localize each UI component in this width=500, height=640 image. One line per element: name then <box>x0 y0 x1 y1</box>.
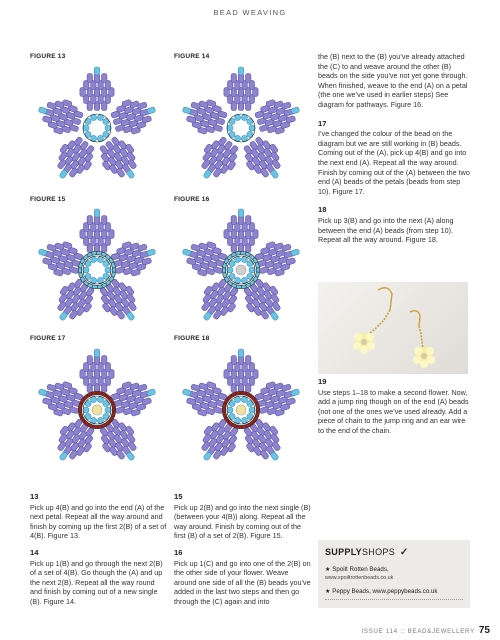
inner-ring-bead <box>227 125 233 131</box>
purple-bead <box>102 216 107 225</box>
step-17 <box>318 119 470 197</box>
purple-bead <box>87 74 92 83</box>
tip-bead <box>94 209 99 217</box>
supply-shops-title <box>325 547 409 558</box>
tip-bead <box>182 389 191 397</box>
tip-bead <box>238 349 243 357</box>
tip-bead <box>147 249 156 257</box>
step-16 <box>174 548 312 607</box>
issue-label: ISSUE 114 :: BEAD&JEWELLERY <box>361 629 475 635</box>
purple-bead <box>87 216 92 225</box>
supply-shops-box <box>318 540 470 608</box>
purple-bead <box>246 356 251 365</box>
figure-15-diagram <box>30 204 165 332</box>
purple-bead <box>246 74 251 83</box>
shop-name[interactable]: ★ Peppy Beads, www.peppybeads.co.uk <box>325 588 438 595</box>
figure-15-label: FIGURE 15 <box>30 196 66 203</box>
step-19-text: Use steps 1–18 to make a second flower. Now, add a jump ring though on of the end (A) beads (not one of the ones we’ve used already. Add a piece of chain to the jump ring and an ear wire to the end of the chain. <box>318 387 469 435</box>
step-15 <box>174 492 312 541</box>
inner-ring-bead <box>227 267 233 273</box>
step-16-text: Pick up 1(C) and go into one of the 2(B) on the other side of your flower. Weave around one side of all the (B) beads you’ve added in the last two steps and then go through the (C) again and into <box>174 558 311 606</box>
step-19-number: 19 <box>318 377 327 386</box>
tip-bead <box>94 67 99 75</box>
figure-17-label: FIGURE 17 <box>30 335 66 342</box>
inner-ring-bead <box>83 407 89 413</box>
purple-bead <box>246 216 251 225</box>
checkmark-icon: ✓ <box>399 547 409 558</box>
figure-18-label: FIGURE 18 <box>174 335 210 342</box>
step-18 <box>318 205 470 244</box>
tip-bead <box>238 209 243 217</box>
center-bead <box>236 265 246 275</box>
tip-bead <box>38 107 47 115</box>
step-13 <box>30 492 168 541</box>
figure-18-diagram <box>174 344 309 472</box>
step-19 <box>318 377 470 436</box>
purple-bead <box>231 74 236 83</box>
inner-ring-bead <box>105 407 111 413</box>
inner-ring-bead <box>249 267 255 273</box>
step-16-number: 16 <box>174 548 183 557</box>
figure-14-diagram <box>174 62 309 190</box>
tip-bead <box>147 389 156 397</box>
tip-bead <box>147 107 156 115</box>
shop-peppy-beads <box>325 588 438 596</box>
tip-bead <box>38 249 47 257</box>
step-13-text: Pick up 4(B) and go into the end (A) of the next petal. Repeat all the way around and finish by coming up the first 2(B) of a set of 4(B). Figure 13. <box>30 502 167 541</box>
step-17-text: I’ve changed the colour of the bead on the diagram but we are still working in (B) beads. Coming out of the (A), pick up 4(B) and go into the next end (A). Repeat all the way around. Finish by coming out of the (A) between the two end (A) beads of the petals (beads from step 10). Figure 17. <box>318 129 470 196</box>
section-title: BEAD WEAVING <box>213 8 287 17</box>
step-18-text: Pick up 3(B) and go into the next (A) along between the end (A) beads (from step 10). Repeat all the way around. Figure 18. <box>318 215 454 245</box>
purple-bead <box>102 74 107 83</box>
tip-bead <box>38 389 47 397</box>
tip-bead <box>94 349 99 357</box>
tip-bead <box>182 107 191 115</box>
purple-bead <box>231 356 236 365</box>
figure-17-diagram <box>30 344 165 472</box>
center-bead <box>236 405 246 415</box>
purple-bead <box>102 356 107 365</box>
inner-ring-bead <box>249 407 255 413</box>
figure-16-diagram <box>174 204 309 332</box>
step-13-number: 13 <box>30 492 39 501</box>
intro-paragraph: the (B) next to the (B) you’ve already attached the (C) to and weave around the other (B) beads on the side you’ve not yet gone through. When finished, weave to the end (A) on a petal (the one we’ve used in earlier steps) See diagram for pathways. Figure 16. <box>318 52 468 109</box>
figure-13-diagram <box>30 62 165 190</box>
tip-bead <box>238 67 243 75</box>
step-17-number: 17 <box>318 118 327 128</box>
inner-ring-bead <box>83 125 89 131</box>
right-column-text <box>318 52 470 254</box>
figure-14-label: FIGURE 14 <box>174 53 210 60</box>
figure-16-label: FIGURE 16 <box>174 196 210 203</box>
supply-title-bold: SUPPLY <box>325 547 362 557</box>
tip-bead <box>291 389 300 397</box>
purple-bead <box>87 356 92 365</box>
purple-bead <box>231 216 236 225</box>
inner-ring-bead <box>105 267 111 273</box>
step-14-text: Pick up 1(B) and go through the next 2(B) of a set of 4(B). Go though the (A) and up the next 2(B). Repeat all the way round and finish by coming out of a new single (B). Figure 14. <box>30 558 163 606</box>
center-bead <box>92 405 102 415</box>
step-14-number: 14 <box>30 548 39 557</box>
step-14 <box>30 548 168 607</box>
inner-ring-bead <box>227 407 233 413</box>
shop-url[interactable]: www.spoiltrottenbeads.co.uk <box>325 575 394 581</box>
earring-photo <box>318 282 468 374</box>
inner-ring-bead <box>83 267 89 273</box>
step-15-text: Pick up 2(B) and go into the next single (B) (between your 4(B)) along. Repeat all the way around. Finish by coming out of the first (B) of a set of 2(B). Figure 15. <box>174 502 311 541</box>
page-footer <box>300 625 490 636</box>
tip-bead <box>291 249 300 257</box>
figure-13-label: FIGURE 13 <box>30 53 66 60</box>
shop-name: ★ Spoilt Rotten Beads, <box>325 566 389 573</box>
page-number: 75 <box>478 625 490 636</box>
inner-ring-bead <box>249 125 255 131</box>
shop-spoilt-rotten <box>325 566 393 582</box>
step-15-number: 15 <box>174 492 183 501</box>
tip-bead <box>182 249 191 257</box>
inner-ring-bead <box>105 125 111 131</box>
divider <box>325 599 463 600</box>
tip-bead <box>291 107 300 115</box>
step-18-number: 18 <box>318 205 327 215</box>
supply-title-light: SHOPS <box>361 547 395 557</box>
